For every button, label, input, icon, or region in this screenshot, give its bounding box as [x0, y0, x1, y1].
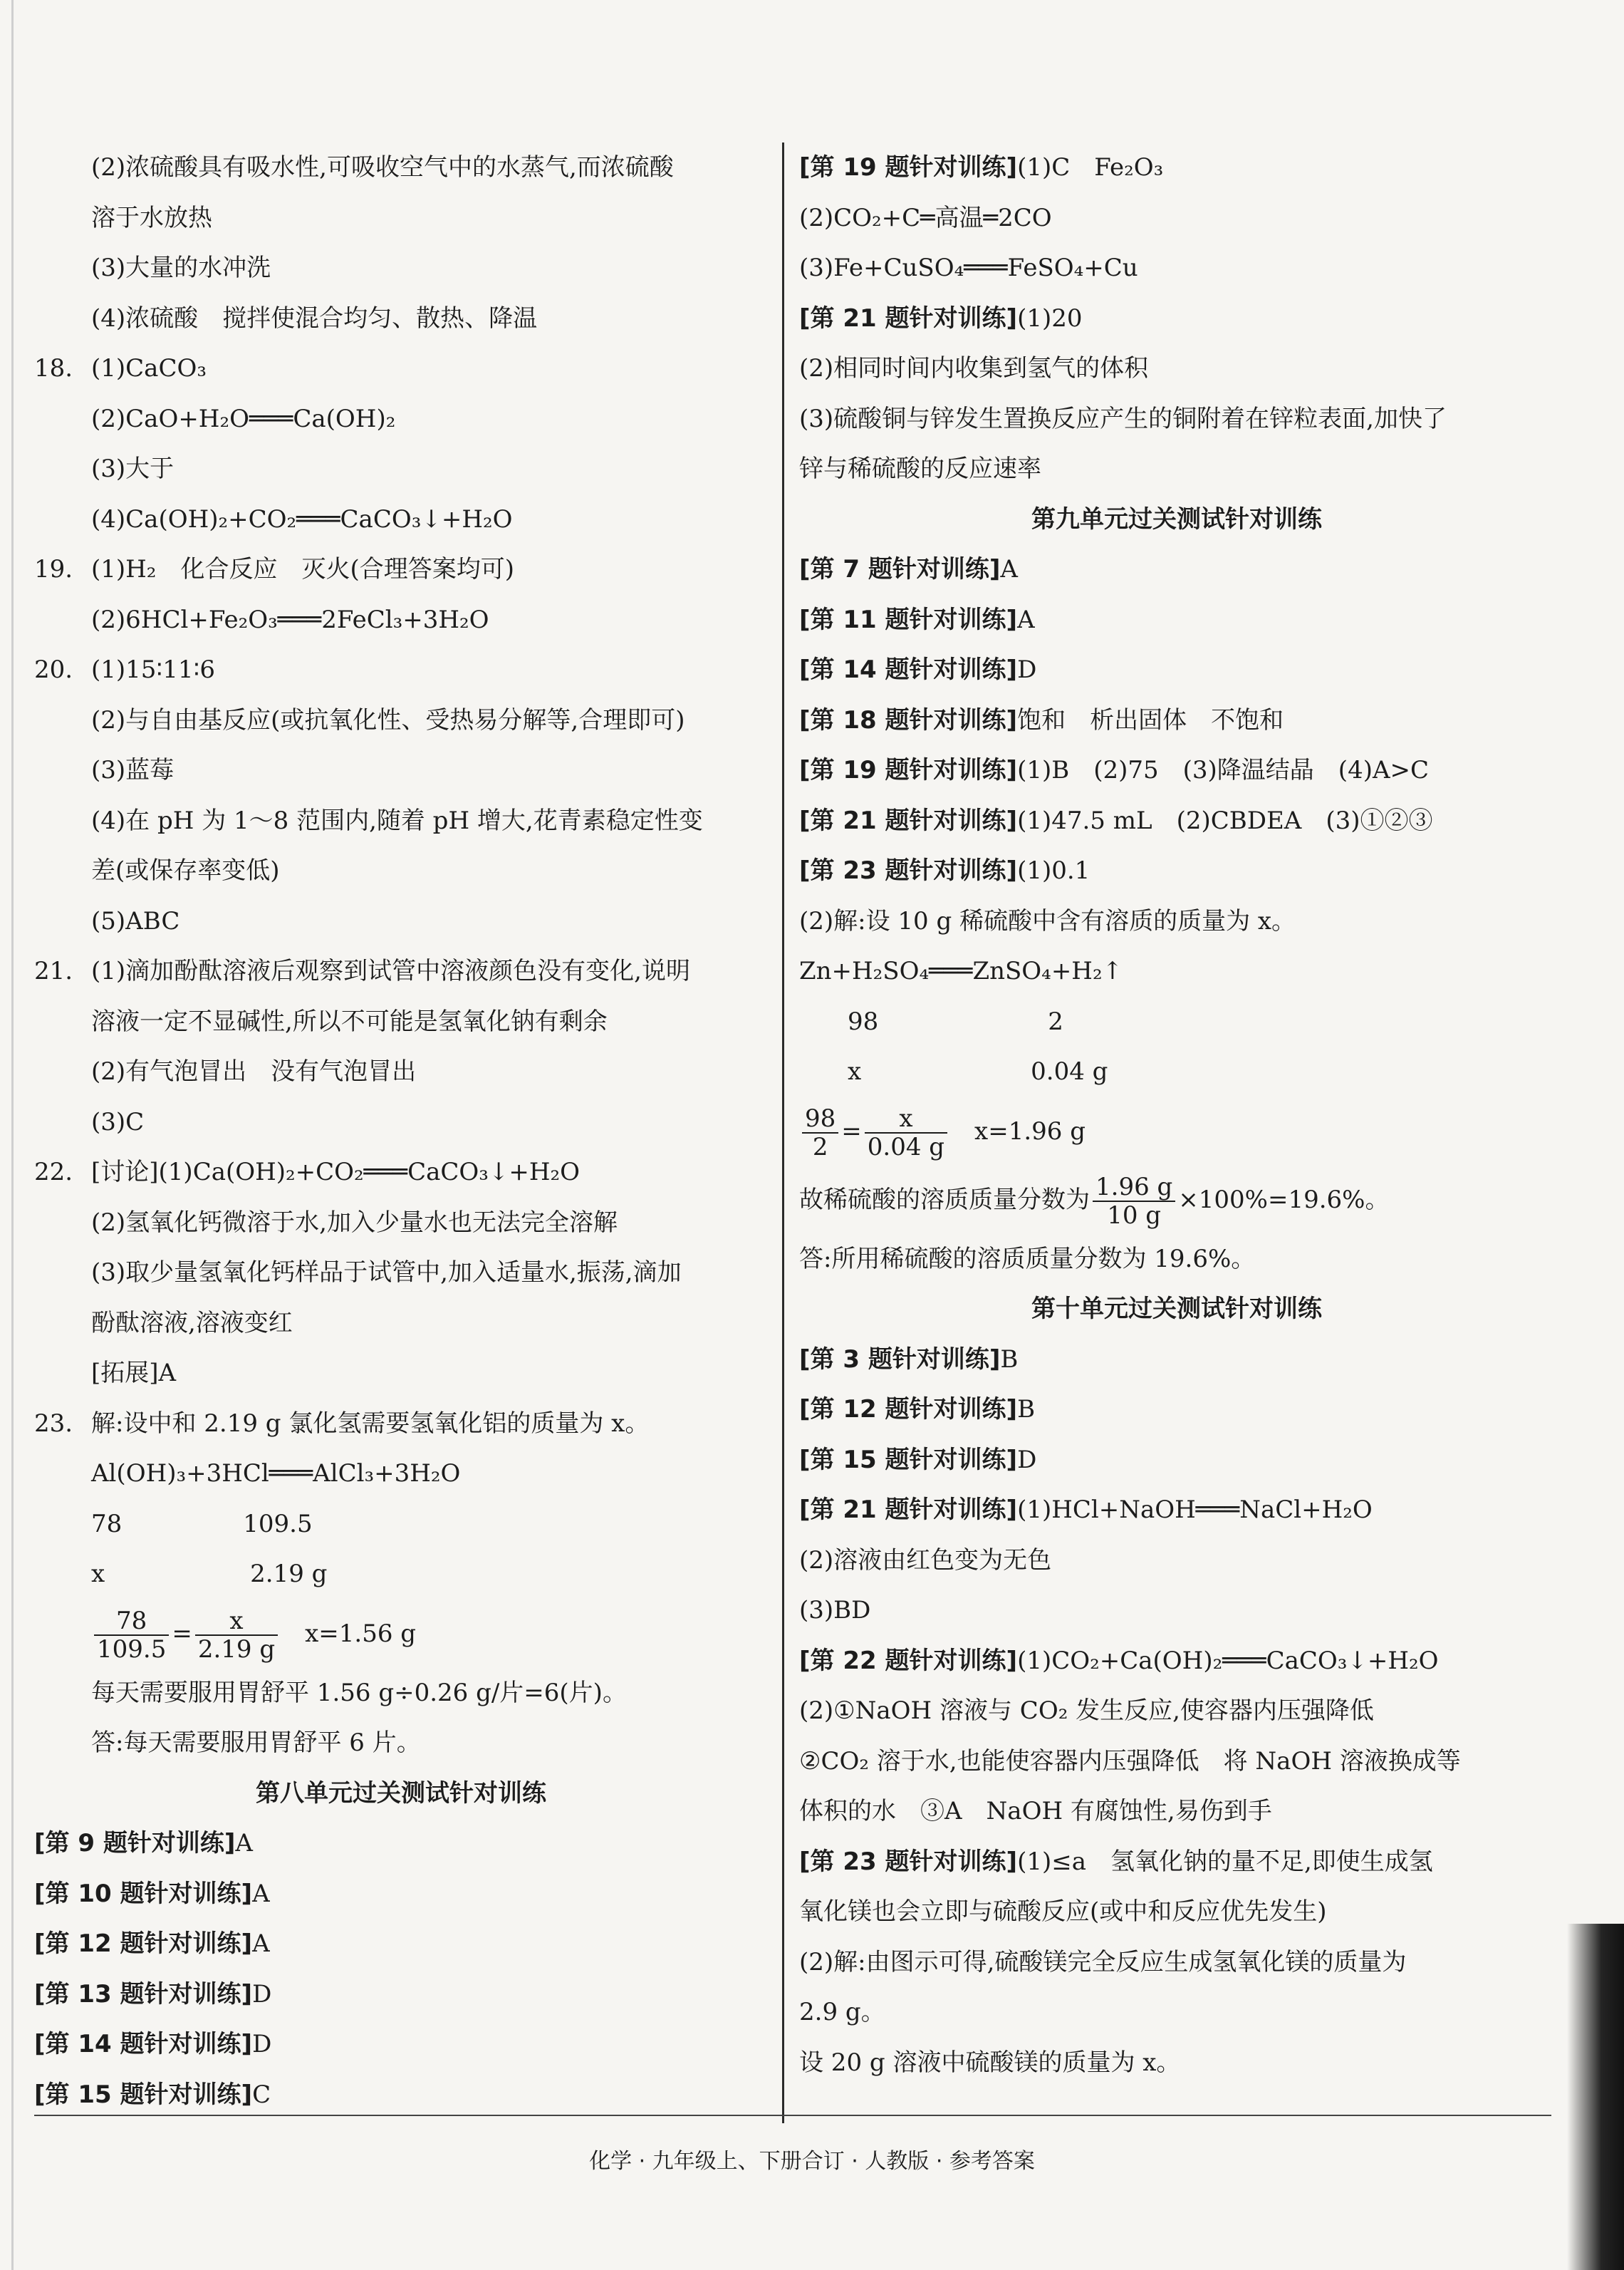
question-number: 21. — [34, 957, 73, 985]
answer-line: x 2.19 g — [91, 1560, 328, 1588]
answer-text: (1)47.5 mL (2)CBDEA (3)①②③ — [1017, 806, 1433, 835]
answer-line: (4)在 pH 为 1～8 范围内,随着 pH 增大,花青素稳定性变 — [91, 806, 703, 835]
answer-line: [拓展]A — [91, 1359, 177, 1387]
answer-line — [799, 595, 1554, 646]
answer-line: 差(或保存率变低) — [91, 856, 280, 885]
fraction-denominator: 2.19 g — [197, 1634, 276, 1664]
answer-line: 溶于水放热 — [91, 203, 212, 232]
fraction-equation — [799, 1166, 1554, 1234]
fraction — [94, 1607, 169, 1663]
training-label: [第 12 题针对训练] — [799, 1395, 1018, 1424]
answer-line: (4)浓硫酸 搅拌使混合均匀、散热、降温 — [91, 304, 538, 333]
answer-text: A — [252, 1929, 270, 1958]
answer-text: (1)CO₂+Ca(OH)₂═══CaCO₃↓+H₂O — [1017, 1646, 1439, 1675]
equation-result: x=1.56 g — [281, 1619, 417, 1648]
answer-line — [34, 645, 768, 695]
equals-sign: = — [841, 1116, 862, 1146]
answer-line: (2)解:设 10 g 稀硫酸中含有溶质的质量为 x。 — [799, 906, 1296, 936]
answer-line: (2)浓硫酸具有吸水性,可吸收空气中的水蒸气,而浓硫酸 — [91, 153, 674, 182]
equation-result: ×100%=19.6%。 — [1178, 1185, 1390, 1214]
answer-text: B — [1000, 1344, 1019, 1374]
answer-line: (2)溶液由红色变为无色 — [799, 1545, 1052, 1575]
answer-line: (3)BD — [799, 1596, 871, 1624]
training-label: [第 19 题针对训练] — [799, 756, 1018, 784]
training-label: [第 23 题针对训练] — [799, 856, 1018, 885]
fraction-equation — [799, 1097, 1554, 1166]
answer-line: Zn+H₂SO₄═══ZnSO₄+H₂↑ — [799, 957, 1123, 985]
answer-text: (1)C Fe₂O₃ — [1017, 153, 1164, 182]
training-label: [第 7 题针对训练] — [799, 555, 1001, 584]
answer-line — [34, 1147, 768, 1198]
fraction-numerator: 78 — [94, 1607, 169, 1636]
footer-rule — [34, 2115, 1551, 2116]
answer-line: 答:所用稀硫酸的溶质质量分数为 19.6%。 — [799, 1244, 1256, 1273]
answer-line: 氧化镁也会立即与硫酸反应(或中和反应优先发生) — [799, 1897, 1327, 1926]
answer-text: A — [1017, 605, 1035, 634]
answer-text: 解:设中和 2.19 g 氯化氢需要氢氧化铝的质量为 x。 — [91, 1409, 650, 1438]
answer-text: (1)CaCO₃ — [91, 354, 207, 383]
answer-line: Al(OH)₃+3HCl═══AlCl₃+3H₂O — [91, 1459, 461, 1488]
training-label: [第 15 题针对训练] — [799, 1445, 1018, 1474]
answer-text: A — [235, 1829, 253, 1857]
answer-line — [799, 695, 1554, 746]
fraction — [195, 1607, 278, 1663]
answer-text: D — [252, 1979, 272, 2009]
answer-line — [799, 142, 1554, 193]
answer-line: (3)取少量氢氧化钙样品于试管中,加入适量水,振荡,滴加 — [91, 1258, 682, 1287]
answer-line — [34, 544, 768, 595]
answer-line: (2)①NaOH 溶液与 CO₂ 发生反应,使容器内压强降低 — [799, 1696, 1374, 1725]
answer-line — [34, 2019, 768, 2070]
fraction-denominator: 10 g — [1107, 1201, 1162, 1230]
answer-text: (1)H₂ 化合反应 灭火(合理答案均可) — [91, 555, 514, 584]
answer-text: (1)≤a 氢氧化钠的量不足,即使生成氢 — [1017, 1847, 1433, 1876]
answer-line: x 0.04 g — [799, 1057, 1108, 1086]
question-number: 18. — [34, 354, 73, 383]
answer-text: C — [252, 2080, 271, 2109]
training-label: [第 11 题针对训练] — [799, 605, 1018, 634]
fraction-denominator: 0.04 g — [867, 1132, 945, 1161]
answer-line: 酚酞溶液,溶液变红 — [91, 1308, 293, 1337]
answer-line — [34, 1869, 768, 1919]
answer-text: (1)HCl+NaOH═══NaCl+H₂O — [1017, 1496, 1373, 1524]
answer-line: (3)大于 — [91, 455, 175, 483]
answer-line: (3)C — [91, 1107, 145, 1136]
answer-text: A — [252, 1879, 270, 1908]
answer-text: D — [1017, 1445, 1037, 1474]
answer-line — [799, 1334, 1554, 1385]
answer-line — [34, 1969, 768, 2020]
answer-text: (1)20 — [1017, 304, 1083, 333]
answer-line — [799, 745, 1554, 796]
answer-text: 饱和 析出固体 不饱和 — [1017, 705, 1284, 735]
question-number: 20. — [34, 655, 73, 684]
section-heading: 第九单元过关测试针对训练 — [1031, 504, 1322, 534]
page-edge — [11, 0, 14, 2270]
section-heading: 第八单元过关测试针对训练 — [256, 1778, 546, 1808]
fraction — [802, 1105, 838, 1161]
answer-line — [34, 946, 768, 997]
answer-line: (5)ABC — [91, 906, 180, 936]
training-label: [第 21 题针对训练] — [799, 1496, 1018, 1524]
fraction-equation — [34, 1600, 768, 1668]
answer-line: 答:每天需要服用胃舒平 6 片。 — [91, 1729, 421, 1757]
answer-line — [799, 796, 1554, 846]
column-divider — [782, 142, 784, 2123]
answer-line — [34, 1399, 768, 1449]
answer-line: 体积的水 ③A NaOH 有腐蚀性,易伤到手 — [799, 1797, 1272, 1825]
answer-text: [讨论](1)Ca(OH)₂+CO₂═══CaCO₃↓+H₂O — [91, 1158, 581, 1186]
right-column — [799, 142, 1554, 2088]
question-number: 23. — [34, 1409, 73, 1438]
answer-text: 故稀硫酸的溶质质量分数为 — [799, 1185, 1090, 1214]
answer-text: (1)滴加酚酞溶液后观察到试管中溶液颜色没有变化,说明 — [91, 957, 690, 985]
training-label: [第 18 题针对训练] — [799, 705, 1018, 735]
training-label: [第 14 题针对训练] — [34, 2030, 253, 2058]
fraction — [1093, 1173, 1175, 1229]
answer-line: 锌与稀硫酸的反应速率 — [799, 455, 1041, 483]
answer-line: ②CO₂ 溶于水,也能使容器内压强降低 将 NaOH 溶液换成等 — [799, 1746, 1461, 1776]
answer-text: D — [1017, 655, 1037, 684]
left-column — [34, 142, 768, 2120]
fraction-numerator: x — [195, 1607, 278, 1636]
answer-line: (2)氢氧化钙微溶于水,加入少量水也无法完全溶解 — [91, 1208, 618, 1237]
answer-line: 设 20 g 溶液中硫酸镁的质量为 x。 — [799, 2048, 1181, 2077]
answer-line: 每天需要服用胃舒平 1.56 g÷0.26 g/片=6(片)。 — [91, 1678, 627, 1707]
training-label: [第 21 题针对训练] — [799, 806, 1018, 835]
answer-line: (2)CaO+H₂O═══Ca(OH)₂ — [91, 404, 396, 433]
answer-line — [799, 645, 1554, 695]
fraction-denominator: 2 — [812, 1132, 828, 1161]
fraction-denominator: 109.5 — [97, 1634, 167, 1664]
training-label: [第 15 题针对训练] — [34, 2080, 253, 2109]
answer-line: (2)解:由图示可得,硫酸镁完全反应生成氢氧化镁的质量为 — [799, 1947, 1407, 1976]
answer-line: (2)CO₂+C═高温═2CO — [799, 203, 1052, 232]
answer-line: (2)与自由基反应(或抗氧化性、受热易分解等,合理即可) — [91, 705, 685, 735]
answer-line — [799, 846, 1554, 896]
training-label: [第 23 题针对训练] — [799, 1847, 1018, 1876]
answer-line: (3)Fe+CuSO₄═══FeSO₄+Cu — [799, 254, 1138, 282]
training-label: [第 13 题针对训练] — [34, 1979, 253, 2009]
answer-line — [799, 294, 1554, 344]
answer-line — [34, 2070, 768, 2120]
answer-line: (2)有气泡冒出 没有气泡冒出 — [91, 1057, 417, 1086]
answer-line: 溶液一定不显碱性,所以不可能是氢氧化钠有剩余 — [91, 1007, 608, 1036]
answer-line — [799, 1636, 1554, 1686]
training-label: [第 3 题针对训练] — [799, 1344, 1001, 1374]
fraction-numerator: 1.96 g — [1093, 1173, 1175, 1202]
answer-text: (1)15∶11∶6 — [91, 655, 216, 684]
fraction-numerator: x — [865, 1105, 947, 1134]
question-number: 19. — [34, 555, 73, 584]
answer-line — [34, 343, 768, 394]
answer-line: 98 2 — [799, 1007, 1063, 1036]
fraction — [865, 1105, 947, 1161]
training-label: [第 12 题针对训练] — [34, 1929, 253, 1958]
question-number: 22. — [34, 1158, 73, 1186]
answer-line: (3)硫酸铜与锌发生置换反应产生的铜附着在锌粒表面,加快了 — [799, 404, 1447, 433]
answer-line — [799, 544, 1554, 595]
scan-shadow — [1567, 1924, 1624, 2270]
answer-line — [34, 1919, 768, 1969]
equation-result: x=1.96 g — [950, 1116, 1086, 1146]
answer-line: (3)蓝莓 — [91, 756, 175, 784]
section-heading: 第十单元过关测试针对训练 — [1031, 1295, 1322, 1323]
answer-line: (2)6HCl+Fe₂O₃═══2FeCl₃+3H₂O — [91, 605, 489, 634]
fraction-numerator: 98 — [802, 1105, 838, 1134]
answer-line — [799, 1485, 1554, 1535]
training-label: [第 22 题针对训练] — [799, 1646, 1018, 1675]
answer-line: 2.9 g。 — [799, 1998, 885, 2026]
training-label: [第 19 题针对训练] — [799, 153, 1018, 182]
answer-text: A — [1000, 555, 1018, 584]
answer-line: (4)Ca(OH)₂+CO₂═══CaCO₃↓+H₂O — [91, 504, 513, 534]
page-footer: 化学 · 九年级上、下册合订 · 人教版 · 参考答案 — [589, 2149, 1035, 2174]
answer-line — [799, 1384, 1554, 1435]
answer-text: D — [252, 2030, 272, 2058]
answer-line — [799, 1837, 1554, 1887]
training-label: [第 21 题针对训练] — [799, 304, 1018, 333]
answer-line: (2)相同时间内收集到氢气的体积 — [799, 354, 1149, 383]
training-label: [第 9 题针对训练] — [34, 1829, 236, 1857]
answer-line — [34, 1818, 768, 1869]
answer-line — [799, 1435, 1554, 1486]
training-label: [第 14 题针对训练] — [799, 655, 1018, 684]
answer-text: (1)B (2)75 (3)降温结晶 (4)A>C — [1017, 756, 1430, 784]
training-label: [第 10 题针对训练] — [34, 1879, 253, 1908]
equals-sign: = — [172, 1619, 192, 1648]
answer-line: 78 109.5 — [91, 1509, 313, 1538]
answer-text: B — [1017, 1395, 1036, 1424]
answer-line: (3)大量的水冲洗 — [91, 254, 271, 282]
answer-text: (1)0.1 — [1017, 856, 1091, 885]
